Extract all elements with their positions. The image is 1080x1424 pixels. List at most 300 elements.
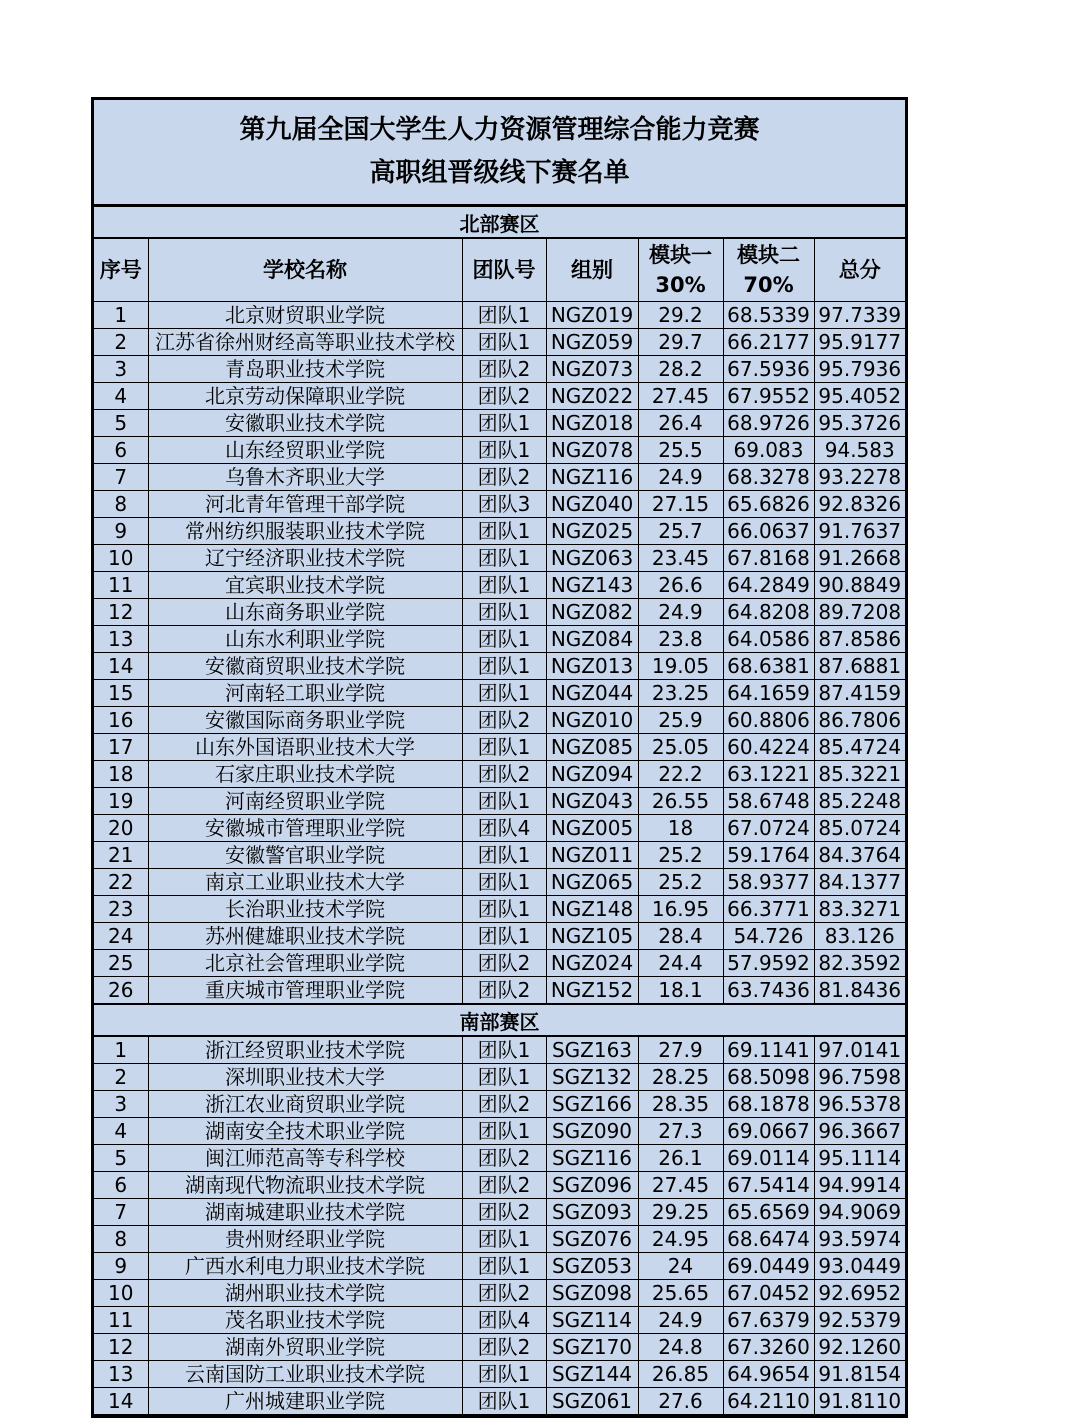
cell-team: 团队1 [462, 788, 546, 815]
cell-school: 江苏省徐州财经高等职业技术学校 [148, 329, 462, 356]
cell-module-1: 24.9 [638, 1307, 723, 1334]
cell-team: 团队2 [462, 1091, 546, 1118]
cell-module-2: 66.0637 [723, 518, 814, 545]
title-line-2: 高职组晋级线下赛名单 [369, 158, 630, 188]
cell-seq: 11 [94, 572, 148, 599]
table-row [94, 626, 905, 653]
cell-seq: 2 [94, 329, 148, 356]
cell-module-1: 26.1 [638, 1145, 723, 1172]
header-seq: 序号 [94, 239, 148, 302]
table-row [94, 950, 905, 977]
cell-total: 84.3764 [814, 842, 905, 869]
cell-group: SGZ098 [546, 1280, 638, 1307]
cell-school: 南京工业职业技术大学 [148, 869, 462, 896]
cell-team: 团队1 [462, 599, 546, 626]
cell-total: 91.2668 [814, 545, 905, 572]
cell-school: 湖南外贸职业学院 [148, 1334, 462, 1361]
cell-module-1: 25.9 [638, 707, 723, 734]
table-row [94, 599, 905, 626]
cell-module-1: 27.6 [638, 1388, 723, 1415]
cell-module-1: 23.25 [638, 680, 723, 707]
cell-module-1: 25.05 [638, 734, 723, 761]
cell-seq: 18 [94, 761, 148, 788]
cell-module-2: 58.9377 [723, 869, 814, 896]
cell-module-2: 67.3260 [723, 1334, 814, 1361]
cell-group: SGZ116 [546, 1145, 638, 1172]
cell-school: 浙江经贸职业技术学院 [148, 1037, 462, 1064]
cell-module-1: 28.35 [638, 1091, 723, 1118]
table-row [94, 842, 905, 869]
cell-group: NGZ065 [546, 869, 638, 896]
cell-module-1: 24.9 [638, 599, 723, 626]
table-row [94, 491, 905, 518]
cell-module-2: 60.8806 [723, 707, 814, 734]
cell-module-2: 67.9552 [723, 383, 814, 410]
cell-team: 团队4 [462, 1307, 546, 1334]
cell-total: 92.5379 [814, 1307, 905, 1334]
cell-seq: 5 [94, 410, 148, 437]
cell-module-1: 25.65 [638, 1280, 723, 1307]
cell-school: 安徽国际商务职业学院 [148, 707, 462, 734]
cell-module-1: 23.45 [638, 545, 723, 572]
cell-module-2: 63.1221 [723, 761, 814, 788]
cell-seq: 21 [94, 842, 148, 869]
cell-group: SGZ061 [546, 1388, 638, 1415]
cell-seq: 22 [94, 869, 148, 896]
cell-module-1: 25.5 [638, 437, 723, 464]
header-module-2 [723, 239, 814, 302]
cell-module-2: 67.8168 [723, 545, 814, 572]
cell-school: 山东外国语职业技术大学 [148, 734, 462, 761]
cell-group: NGZ078 [546, 437, 638, 464]
cell-seq: 9 [94, 518, 148, 545]
cell-seq: 6 [94, 437, 148, 464]
cell-seq: 10 [94, 1280, 148, 1307]
cell-team: 团队1 [462, 329, 546, 356]
cell-module-1: 27.3 [638, 1118, 723, 1145]
table-row [94, 410, 905, 437]
cell-group: SGZ096 [546, 1172, 638, 1199]
cell-seq: 5 [94, 1145, 148, 1172]
cell-total: 95.9177 [814, 329, 905, 356]
cell-school: 北京劳动保障职业学院 [148, 383, 462, 410]
cell-total: 84.1377 [814, 869, 905, 896]
cell-total: 89.7208 [814, 599, 905, 626]
header-group: 组别 [546, 239, 638, 302]
cell-team: 团队1 [462, 1226, 546, 1253]
cell-module-2: 69.0114 [723, 1145, 814, 1172]
cell-module-1: 27.45 [638, 1172, 723, 1199]
cell-team: 团队1 [462, 1253, 546, 1280]
cell-module-2: 54.726 [723, 923, 814, 950]
cell-total: 95.3726 [814, 410, 905, 437]
table-row [94, 1145, 905, 1172]
table-row [94, 1118, 905, 1145]
cell-group: SGZ170 [546, 1334, 638, 1361]
cell-seq: 10 [94, 545, 148, 572]
cell-total: 85.0724 [814, 815, 905, 842]
cell-module-2: 66.3771 [723, 896, 814, 923]
cell-team: 团队1 [462, 734, 546, 761]
cell-module-1: 24.95 [638, 1226, 723, 1253]
cell-school: 山东商务职业学院 [148, 599, 462, 626]
cell-module-1: 27.15 [638, 491, 723, 518]
table-row [94, 1280, 905, 1307]
cell-school: 湖南安全技术职业学院 [148, 1118, 462, 1145]
cell-school: 河北青年管理干部学院 [148, 491, 462, 518]
cell-module-1: 27.9 [638, 1037, 723, 1064]
cell-team: 团队2 [462, 707, 546, 734]
cell-seq: 12 [94, 599, 148, 626]
cell-group: NGZ116 [546, 464, 638, 491]
cell-module-1: 24.9 [638, 464, 723, 491]
cell-seq: 2 [94, 1064, 148, 1091]
cell-total: 91.8110 [814, 1388, 905, 1415]
cell-school: 青岛职业技术学院 [148, 356, 462, 383]
cell-group: NGZ063 [546, 545, 638, 572]
cell-team: 团队1 [462, 869, 546, 896]
cell-module-2: 64.2110 [723, 1388, 814, 1415]
cell-group: NGZ094 [546, 761, 638, 788]
cell-total: 90.8849 [814, 572, 905, 599]
cell-group: NGZ010 [546, 707, 638, 734]
table-row [94, 869, 905, 896]
cell-module-2: 65.6569 [723, 1199, 814, 1226]
cell-team: 团队2 [462, 1145, 546, 1172]
cell-group: SGZ076 [546, 1226, 638, 1253]
cell-team: 团队1 [462, 410, 546, 437]
cell-seq: 3 [94, 1091, 148, 1118]
cell-school: 安徽警官职业学院 [148, 842, 462, 869]
cell-module-2: 60.4224 [723, 734, 814, 761]
results-sheet [91, 97, 908, 1418]
cell-module-1: 27.45 [638, 383, 723, 410]
cell-module-2: 64.9654 [723, 1361, 814, 1388]
table-row [94, 1091, 905, 1118]
cell-total: 91.8154 [814, 1361, 905, 1388]
cell-school: 湖南现代物流职业技术学院 [148, 1172, 462, 1199]
cell-total: 94.583 [814, 437, 905, 464]
cell-module-1: 24 [638, 1253, 723, 1280]
cell-module-1: 29.25 [638, 1199, 723, 1226]
header-module-1-weight: 30% [655, 273, 706, 297]
cell-seq: 15 [94, 680, 148, 707]
cell-module-2: 68.5098 [723, 1064, 814, 1091]
header-school: 学校名称 [148, 239, 462, 302]
cell-module-2: 69.1141 [723, 1037, 814, 1064]
table-row [94, 329, 905, 356]
cell-team: 团队2 [462, 977, 546, 1004]
header-module-1-name: 模块一 [649, 243, 712, 267]
cell-module-2: 67.0452 [723, 1280, 814, 1307]
cell-team: 团队1 [462, 626, 546, 653]
cell-group: NGZ059 [546, 329, 638, 356]
cell-module-2: 64.2849 [723, 572, 814, 599]
cell-module-1: 29.7 [638, 329, 723, 356]
cell-group: SGZ090 [546, 1118, 638, 1145]
table-row [94, 707, 905, 734]
cell-team: 团队2 [462, 464, 546, 491]
cell-team: 团队1 [462, 1037, 546, 1064]
cell-module-1: 25.2 [638, 869, 723, 896]
cell-school: 云南国防工业职业技术学院 [148, 1361, 462, 1388]
cell-seq: 6 [94, 1172, 148, 1199]
table-row [94, 572, 905, 599]
cell-team: 团队3 [462, 491, 546, 518]
cell-group: NGZ024 [546, 950, 638, 977]
cell-module-2: 67.5936 [723, 356, 814, 383]
cell-module-2: 68.6474 [723, 1226, 814, 1253]
cell-seq: 20 [94, 815, 148, 842]
cell-team: 团队2 [462, 761, 546, 788]
cell-module-1: 26.85 [638, 1361, 723, 1388]
cell-seq: 26 [94, 977, 148, 1004]
table-row [94, 680, 905, 707]
cell-team: 团队1 [462, 842, 546, 869]
table-row [94, 518, 905, 545]
cell-total: 93.2278 [814, 464, 905, 491]
cell-school: 浙江农业商贸职业学院 [148, 1091, 462, 1118]
cell-total: 85.3221 [814, 761, 905, 788]
cell-total: 83.3271 [814, 896, 905, 923]
cell-team: 团队2 [462, 1280, 546, 1307]
cell-module-1: 19.05 [638, 653, 723, 680]
cell-total: 85.4724 [814, 734, 905, 761]
cell-module-2: 64.0586 [723, 626, 814, 653]
cell-total: 93.5974 [814, 1226, 905, 1253]
cell-group: SGZ053 [546, 1253, 638, 1280]
cell-seq: 4 [94, 1118, 148, 1145]
cell-school: 辽宁经济职业技术学院 [148, 545, 462, 572]
cell-team: 团队1 [462, 1064, 546, 1091]
cell-team: 团队1 [462, 1118, 546, 1145]
table-row [94, 1388, 905, 1415]
cell-group: NGZ143 [546, 572, 638, 599]
cell-school: 山东经贸职业学院 [148, 437, 462, 464]
cell-school: 闽江师范高等专科学校 [148, 1145, 462, 1172]
header-module-2-name: 模块二 [737, 243, 800, 267]
cell-module-1: 24.4 [638, 950, 723, 977]
table-row [94, 1064, 905, 1091]
cell-team: 团队2 [462, 950, 546, 977]
table-row [94, 545, 905, 572]
cell-seq: 12 [94, 1334, 148, 1361]
cell-school: 苏州健雄职业技术学院 [148, 923, 462, 950]
header-module-1 [638, 239, 723, 302]
cell-seq: 14 [94, 1388, 148, 1415]
cell-module-2: 69.083 [723, 437, 814, 464]
header-row [94, 239, 905, 302]
table-row [94, 923, 905, 950]
cell-module-2: 68.1878 [723, 1091, 814, 1118]
table-row [94, 815, 905, 842]
table-row [94, 761, 905, 788]
table-row [94, 1199, 905, 1226]
cell-group: NGZ022 [546, 383, 638, 410]
cell-school: 安徽商贸职业技术学院 [148, 653, 462, 680]
cell-school: 湖州职业技术学院 [148, 1280, 462, 1307]
table-row [94, 437, 905, 464]
cell-group: NGZ082 [546, 599, 638, 626]
cell-module-2: 66.2177 [723, 329, 814, 356]
cell-seq: 7 [94, 1199, 148, 1226]
table-row [94, 1226, 905, 1253]
cell-module-2: 59.1764 [723, 842, 814, 869]
cell-group: NGZ084 [546, 626, 638, 653]
cell-total: 87.6881 [814, 653, 905, 680]
cell-group: SGZ144 [546, 1361, 638, 1388]
cell-team: 团队1 [462, 923, 546, 950]
header-team: 团队号 [462, 239, 546, 302]
cell-module-1: 18 [638, 815, 723, 842]
cell-module-2: 67.6379 [723, 1307, 814, 1334]
cell-school: 石家庄职业技术学院 [148, 761, 462, 788]
cell-module-2: 68.9726 [723, 410, 814, 437]
table-row [94, 896, 905, 923]
cell-seq: 17 [94, 734, 148, 761]
cell-school: 山东水利职业学院 [148, 626, 462, 653]
table-row [94, 1307, 905, 1334]
cell-school: 宜宾职业技术学院 [148, 572, 462, 599]
cell-seq: 19 [94, 788, 148, 815]
cell-seq: 23 [94, 896, 148, 923]
cell-seq: 13 [94, 1361, 148, 1388]
cell-module-1: 28.4 [638, 923, 723, 950]
cell-module-2: 65.6826 [723, 491, 814, 518]
cell-module-2: 58.6748 [723, 788, 814, 815]
cell-group: NGZ152 [546, 977, 638, 1004]
cell-school: 湖南城建职业技术学院 [148, 1199, 462, 1226]
table-row [94, 1334, 905, 1361]
cell-seq: 16 [94, 707, 148, 734]
cell-seq: 4 [94, 383, 148, 410]
cell-school: 北京社会管理职业学院 [148, 950, 462, 977]
cell-school: 乌鲁木齐职业大学 [148, 464, 462, 491]
cell-team: 团队4 [462, 815, 546, 842]
cell-seq: 25 [94, 950, 148, 977]
cell-module-2: 68.5339 [723, 302, 814, 329]
cell-module-1: 26.4 [638, 410, 723, 437]
cell-team: 团队1 [462, 680, 546, 707]
south-table-body [94, 1037, 905, 1415]
cell-school: 安徽城市管理职业学院 [148, 815, 462, 842]
cell-module-1: 28.2 [638, 356, 723, 383]
cell-group: NGZ105 [546, 923, 638, 950]
cell-group: SGZ132 [546, 1064, 638, 1091]
south-table [94, 1037, 905, 1415]
cell-school: 深圳职业技术大学 [148, 1064, 462, 1091]
cell-module-1: 16.95 [638, 896, 723, 923]
cell-module-1: 23.8 [638, 626, 723, 653]
cell-module-1: 24.8 [638, 1334, 723, 1361]
cell-group: NGZ085 [546, 734, 638, 761]
cell-total: 94.9914 [814, 1172, 905, 1199]
sheet-title [94, 100, 905, 207]
cell-total: 82.3592 [814, 950, 905, 977]
cell-module-2: 69.0667 [723, 1118, 814, 1145]
cell-school: 北京财贸职业学院 [148, 302, 462, 329]
cell-module-1: 26.55 [638, 788, 723, 815]
cell-seq: 24 [94, 923, 148, 950]
cell-total: 95.1114 [814, 1145, 905, 1172]
cell-school: 安徽职业技术学院 [148, 410, 462, 437]
cell-total: 93.0449 [814, 1253, 905, 1280]
cell-total: 95.4052 [814, 383, 905, 410]
table-row [94, 464, 905, 491]
table-row [94, 1172, 905, 1199]
cell-total: 85.2248 [814, 788, 905, 815]
cell-school: 常州纺织服装职业技术学院 [148, 518, 462, 545]
cell-total: 96.7598 [814, 1064, 905, 1091]
cell-total: 87.4159 [814, 680, 905, 707]
cell-group: NGZ044 [546, 680, 638, 707]
cell-group: SGZ093 [546, 1199, 638, 1226]
cell-total: 91.7637 [814, 518, 905, 545]
cell-team: 团队1 [462, 518, 546, 545]
cell-total: 92.6952 [814, 1280, 905, 1307]
cell-team: 团队1 [462, 437, 546, 464]
cell-module-1: 22.2 [638, 761, 723, 788]
cell-school: 河南经贸职业学院 [148, 788, 462, 815]
cell-seq: 11 [94, 1307, 148, 1334]
cell-module-2: 63.7436 [723, 977, 814, 1004]
cell-group: NGZ011 [546, 842, 638, 869]
cell-school: 重庆城市管理职业学院 [148, 977, 462, 1004]
cell-total: 97.7339 [814, 302, 905, 329]
cell-seq: 7 [94, 464, 148, 491]
cell-school: 河南轻工职业学院 [148, 680, 462, 707]
header-total: 总分 [814, 239, 905, 302]
title-line-1: 第九届全国大学生人力资源管理综合能力竞赛 [239, 115, 760, 145]
cell-seq: 8 [94, 491, 148, 518]
cell-team: 团队2 [462, 1334, 546, 1361]
table-row [94, 1361, 905, 1388]
cell-team: 团队2 [462, 1199, 546, 1226]
cell-total: 92.1260 [814, 1334, 905, 1361]
cell-seq: 1 [94, 302, 148, 329]
cell-module-1: 18.1 [638, 977, 723, 1004]
cell-team: 团队2 [462, 1172, 546, 1199]
cell-group: SGZ166 [546, 1091, 638, 1118]
cell-seq: 8 [94, 1226, 148, 1253]
cell-group: NGZ013 [546, 653, 638, 680]
cell-team: 团队1 [462, 572, 546, 599]
cell-total: 83.126 [814, 923, 905, 950]
cell-team: 团队1 [462, 896, 546, 923]
cell-module-1: 26.6 [638, 572, 723, 599]
table-row [94, 653, 905, 680]
cell-team: 团队2 [462, 356, 546, 383]
table-row [94, 977, 905, 1004]
cell-team: 团队1 [462, 1361, 546, 1388]
table-row [94, 1253, 905, 1280]
cell-total: 97.0141 [814, 1037, 905, 1064]
table-row [94, 788, 905, 815]
cell-module-1: 28.25 [638, 1064, 723, 1091]
cell-team: 团队1 [462, 1388, 546, 1415]
cell-group: NGZ025 [546, 518, 638, 545]
cell-module-2: 68.3278 [723, 464, 814, 491]
cell-group: NGZ073 [546, 356, 638, 383]
cell-school: 长治职业技术学院 [148, 896, 462, 923]
cell-total: 95.7936 [814, 356, 905, 383]
cell-seq: 1 [94, 1037, 148, 1064]
table-row [94, 1037, 905, 1064]
north-region-label: 北部赛区 [94, 207, 905, 239]
cell-group: NGZ019 [546, 302, 638, 329]
table-row [94, 734, 905, 761]
cell-team: 团队1 [462, 302, 546, 329]
